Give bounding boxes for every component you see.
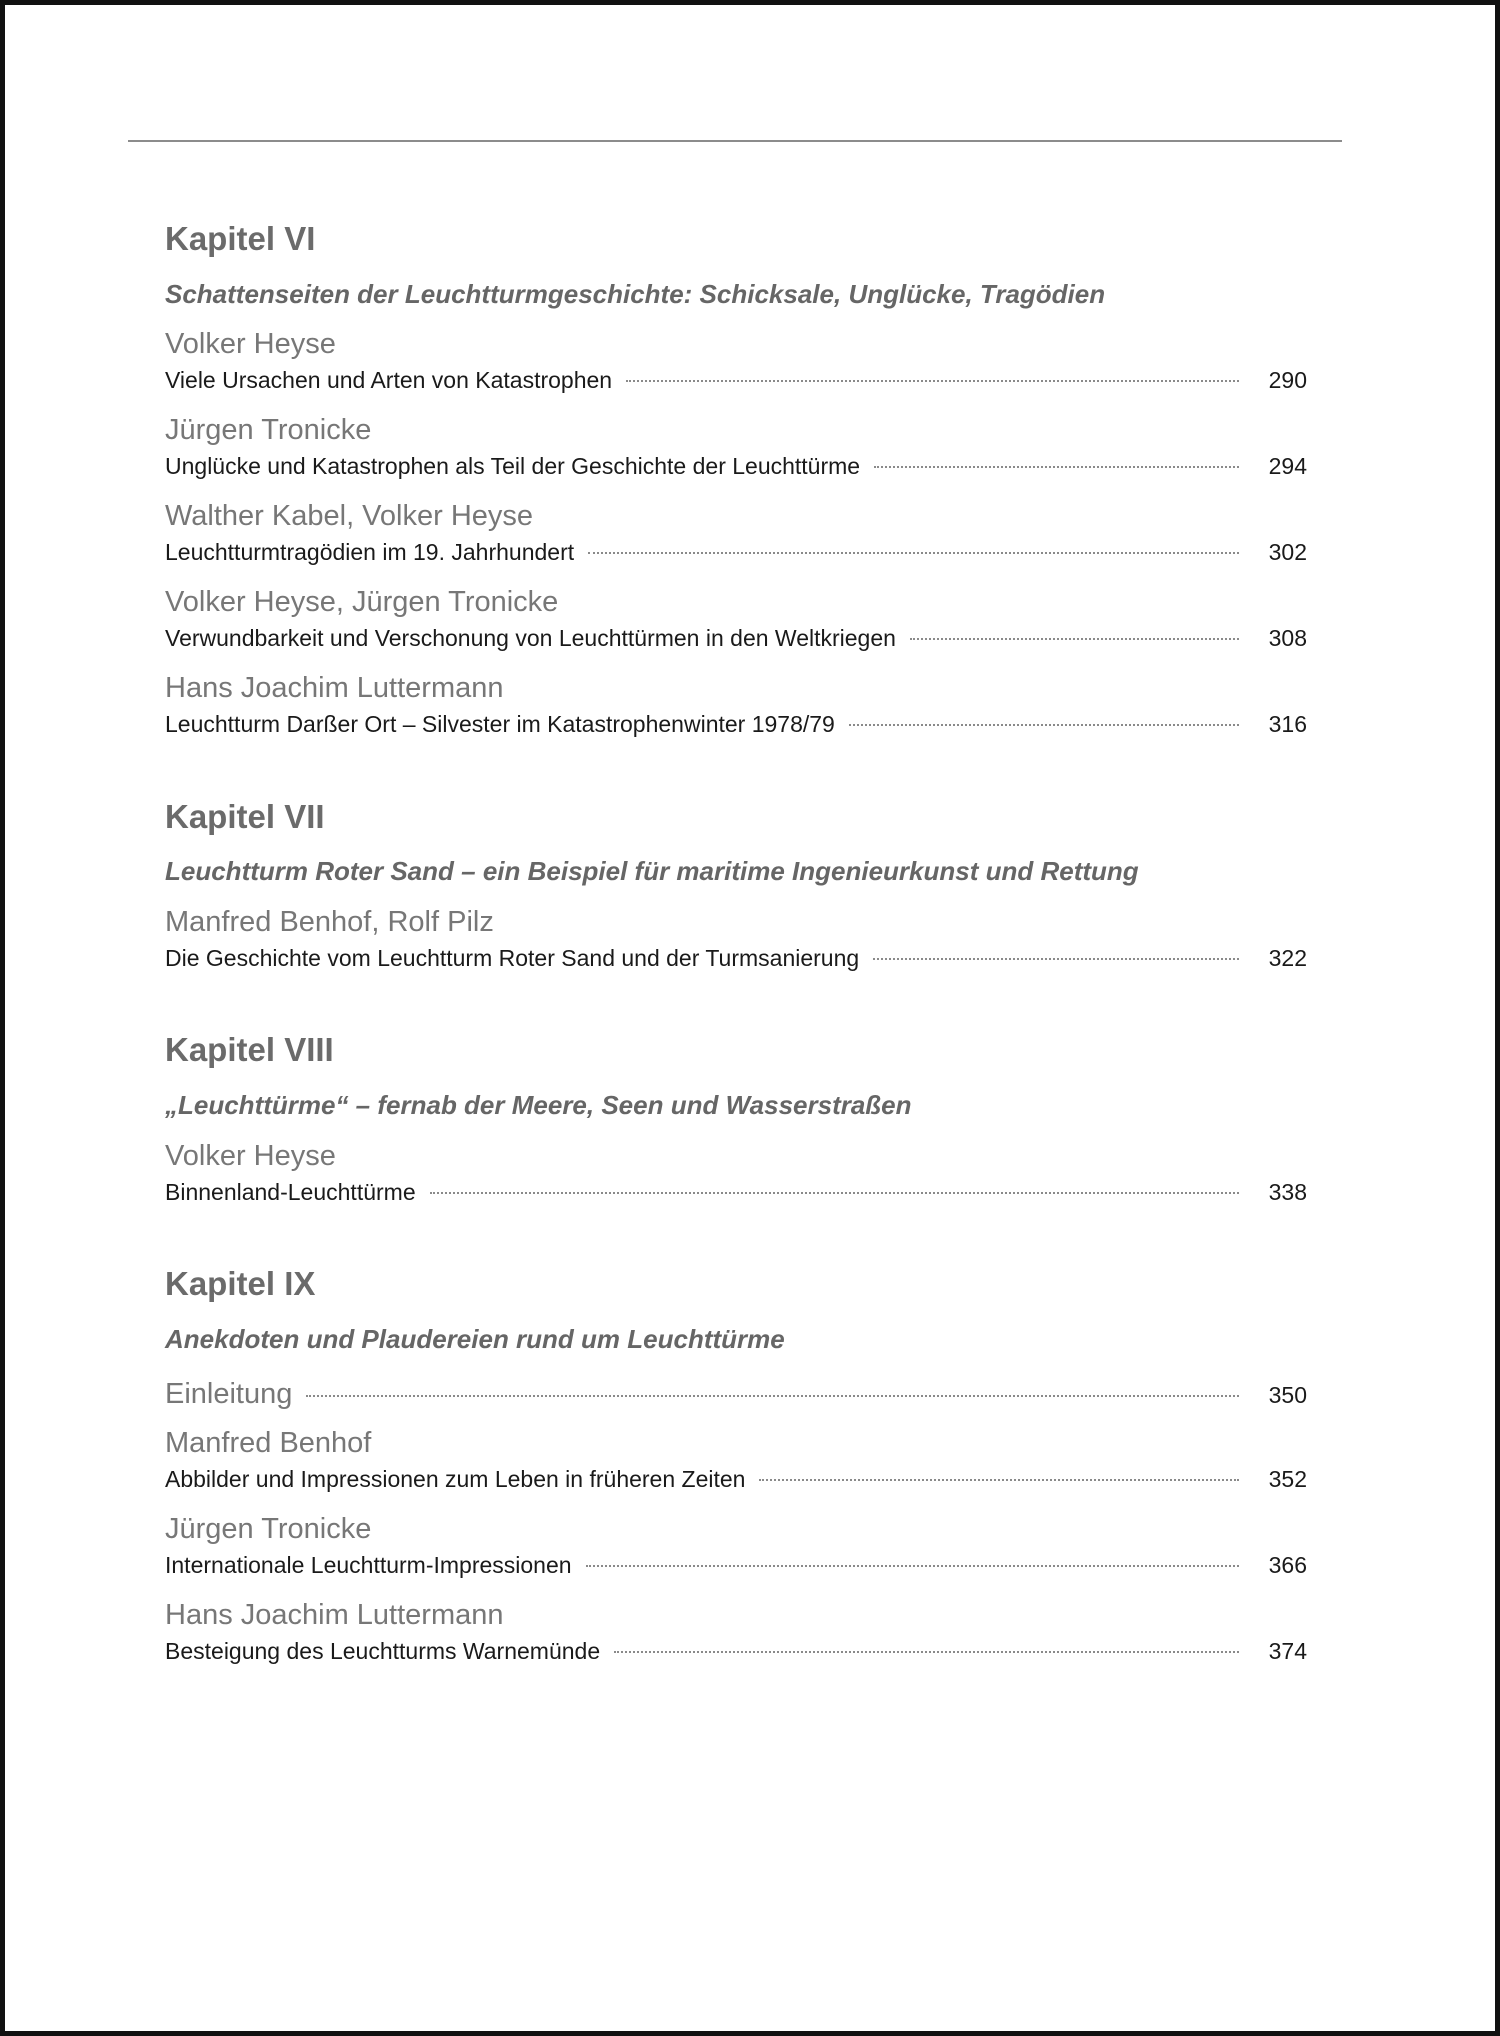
toc-entry[interactable] (165, 708, 1307, 740)
chapter-subtitle: Leuchtturm Roter Sand – ein Beispiel für maritime Ingenieurkunst und Rettung (165, 856, 1139, 886)
entry-author: Jürgen Tronicke (165, 1513, 372, 1545)
dot-leader (626, 379, 1239, 382)
dot-leader (588, 551, 1239, 554)
dot-leader (910, 637, 1239, 640)
toc-entry[interactable] (165, 1176, 1307, 1208)
dot-leader (874, 465, 1239, 468)
page-number: 350 (1268, 1382, 1307, 1408)
page-number: 308 (1268, 625, 1307, 651)
entry-author: Hans Joachim Luttermann (165, 672, 504, 704)
chapter-subtitle: Anekdoten und Plaudereien rund um Leuchttürme (165, 1324, 785, 1354)
page-number: 302 (1268, 539, 1307, 565)
entry-author: Manfred Benhof (165, 1427, 372, 1459)
chapter-heading: Kapitel IX (165, 1265, 316, 1302)
entry-title: Leuchtturmtragödien im 19. Jahrhundert (165, 539, 575, 565)
dot-leader (586, 1564, 1239, 1567)
page-number: 366 (1268, 1552, 1307, 1578)
page-number: 338 (1268, 1179, 1307, 1205)
chapter-subtitle: Schattenseiten der Leuchtturmgeschichte: Schicksale, Unglücke, Tragödien (165, 279, 1106, 309)
toc-entry[interactable] (165, 622, 1307, 654)
entry-title: Binnenland-Leuchttürme (165, 1179, 416, 1205)
dot-leader (759, 1478, 1239, 1481)
toc-entry[interactable] (165, 1463, 1307, 1495)
entry-author: Hans Joachim Luttermann (165, 1599, 504, 1631)
chapter-subtitle: „Leuchttürme“ – fernab der Meere, Seen und Wasserstraßen (165, 1090, 912, 1120)
toc-entry[interactable] (165, 450, 1307, 482)
dot-leader (873, 957, 1239, 960)
dot-leader (614, 1650, 1239, 1653)
entry-title: Abbilder und Impressionen zum Leben in früheren Zeiten (165, 1466, 746, 1492)
page-number: 290 (1268, 367, 1307, 393)
entry-author: Volker Heyse, Jürgen Tronicke (165, 586, 559, 618)
entry-author: Walther Kabel, Volker Heyse (165, 500, 534, 532)
entry-title: Die Geschichte vom Leuchtturm Roter Sand und der Turmsanierung (165, 945, 860, 971)
chapter-heading: Kapitel VI (165, 220, 316, 257)
dot-leader (306, 1394, 1239, 1397)
entry-author: Volker Heyse (165, 1140, 336, 1172)
dot-leader (849, 723, 1239, 726)
toc-entry[interactable] (165, 536, 1307, 568)
page-number: 294 (1268, 453, 1307, 479)
entry-title: Leuchtturm Darßer Ort – Silvester im Katastrophenwinter 1978/79 (165, 711, 835, 737)
dot-leader (430, 1191, 1239, 1194)
chapter-heading: Kapitel VII (165, 798, 325, 835)
entry-title: Besteigung des Leuchtturms Warnemünde (165, 1638, 601, 1664)
top-rule (128, 140, 1342, 142)
entry-title: Einleitung (165, 1378, 293, 1410)
entry-title: Verwundbarkeit und Verschonung von Leuchttürmen in den Weltkriegen (165, 625, 896, 651)
entry-title: Viele Ursachen und Arten von Katastrophen (165, 367, 613, 393)
entry-author: Volker Heyse (165, 328, 336, 360)
toc-entry[interactable] (165, 1549, 1307, 1581)
toc-entry[interactable] (165, 1635, 1307, 1667)
toc-entry[interactable] (165, 942, 1307, 974)
page-number: 352 (1268, 1466, 1307, 1492)
toc-entry-intro[interactable] (165, 1374, 1307, 1414)
chapter-heading: Kapitel VIII (165, 1031, 334, 1068)
entry-title: Internationale Leuchtturm-Impressionen (165, 1552, 572, 1578)
entry-author: Jürgen Tronicke (165, 414, 372, 446)
page-number: 374 (1268, 1638, 1307, 1664)
entry-title: Unglücke und Katastrophen als Teil der Geschichte der Leuchttürme (165, 453, 861, 479)
page-number: 316 (1268, 711, 1307, 737)
entry-author: Manfred Benhof, Rolf Pilz (165, 906, 494, 938)
toc-entry[interactable] (165, 364, 1307, 396)
page-number: 322 (1268, 945, 1307, 971)
